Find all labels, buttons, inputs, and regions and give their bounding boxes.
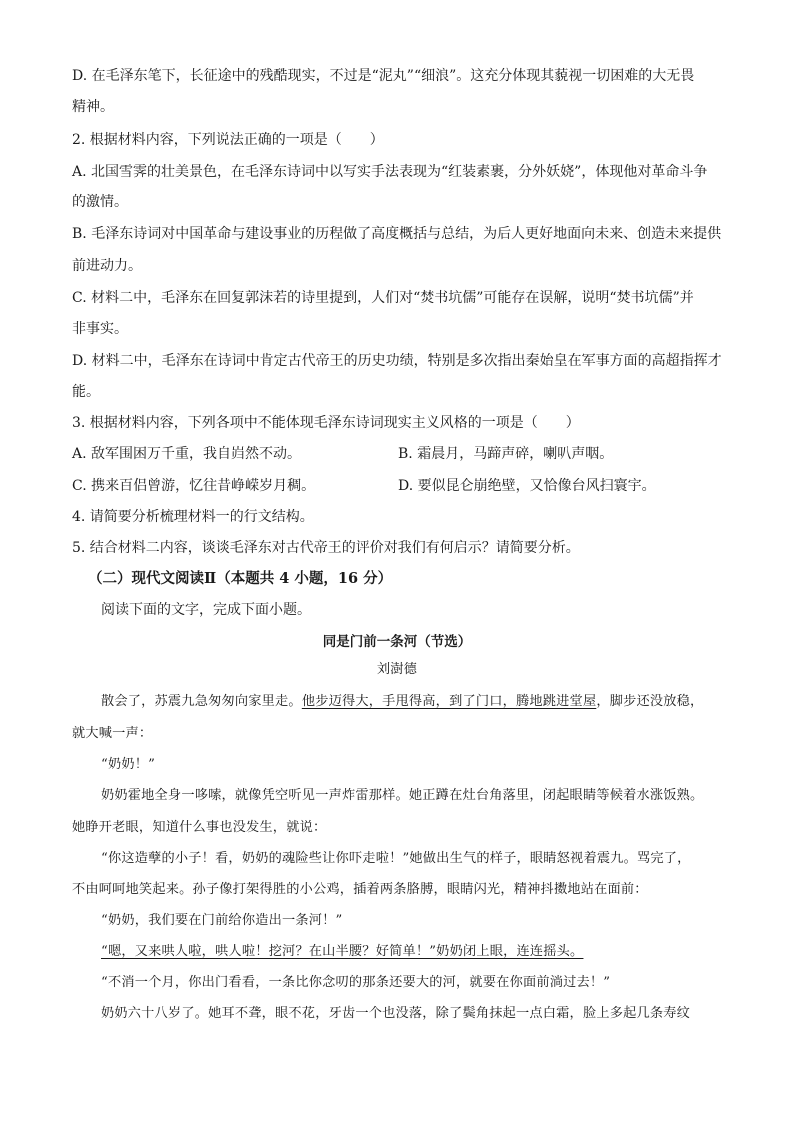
q2-option-d-cont: 能。	[72, 384, 100, 400]
reading-instruction: 阅读下面的文字，完成下面小题。	[101, 602, 311, 618]
question-5: 5. 结合材料二内容，谈谈毛泽东对古代帝王的评价对我们有何启示？请简要分析。	[72, 540, 580, 556]
story-line: 她睁开老眼，知道什么事也没发生，就说：	[72, 820, 327, 835]
q2-option-c: C. 材料二中，毛泽东在回复郭沫若的诗里提到，人们对“焚书坑儒”可能存在误解，说明“焚书坑儒”并	[72, 290, 694, 306]
underlined-dialogue: “嗯，又来哄人啦，哄人啦！挖河？在山半腰？好简单！”奶奶闭上眼，连连摇头。	[101, 944, 584, 959]
story-title: 同是门前一条河（节选）	[322, 634, 472, 650]
underlined-text: 他步迈得大，手甩得高，到了门口，腾地跳进堂屋	[301, 694, 597, 709]
story-author: 刘澍德	[376, 662, 418, 677]
q2-option-d: D. 材料二中，毛泽东在诗词中肯定古代帝王的历史功绩，特别是多次指出秦始皇在军事方面的高超指挥才	[72, 353, 722, 369]
story-paragraph	[101, 692, 703, 712]
q2-option-a: A. 北国雪霁的壮美景色，在毛泽东诗词中以写实手法表现为“红装素裹，分外妖娆”，体现他对革命斗争	[72, 164, 708, 180]
q3-option-c: C. 携来百侣曾游，忆往昔峥嵘岁月稠。	[72, 478, 316, 494]
story-paragraph: “你这造孽的小子！看，奶奶的魂险些让你吓走啦！”她做出生气的样子，眼睛怒视着震九。骂完了，	[101, 851, 691, 866]
story-dialogue: “不消一个月，你出门看看，一条比你念叨的那条还要大的河，就要在你面前淌过去！”	[101, 975, 611, 990]
story-dialogue: “奶奶！”	[101, 757, 156, 772]
question-4: 4. 请简要分析梳理材料一的行文结构。	[72, 509, 314, 525]
story-dialogue: “奶奶，我们要在门前给你造出一条河！”	[101, 913, 343, 928]
story-text: ，脚步还没放稳，	[596, 694, 704, 709]
section-heading: （二）现代文阅读Ⅱ（本题共 4 小题，16 分）	[88, 570, 393, 587]
question-3: 3. 根据材料内容，下列各项中不能体现毛泽东诗词现实主义风格的一项是（ ）	[72, 415, 580, 431]
option-line: 精神。	[72, 99, 114, 115]
story-paragraph: 奶奶霍地全身一哆嗦，就像凭空听见一声炸雷那样。她正蹲在灶台角落里，闭起眼睛等候着水涨饭熟。	[101, 788, 704, 803]
story-line: 就大喊一声：	[72, 726, 153, 741]
q3-option-d: D. 要似昆仑崩绝壁，又恰像台风扫寰宇。	[398, 478, 656, 494]
q3-option-b: B. 霜晨月，马蹄声碎，喇叭声咽。	[398, 446, 614, 462]
q3-option-a: A. 敌军围困万千重，我自岿然不动。	[72, 446, 302, 462]
q2-option-b: B. 毛泽东诗词对中国革命与建设事业的历程做了高度概括与总结，为后人更好地面向未来、创造未来提供	[72, 226, 722, 242]
story-line: 不由呵呵地笑起来。孙子像打架得胜的小公鸡，插着两条胳膊，眼睛闪光，精神抖擞地站在面前：	[72, 882, 648, 897]
story-paragraph: 奶奶六十八岁了。她耳不聋，眼不花，牙齿一个也没落，除了鬓角抹起一点白霜，脸上多起几条寿纹	[101, 1006, 691, 1021]
option-line: D. 在毛泽东笔下，长征途中的残酷现实，不过是“泥丸”“细浪”。这充分体现其藐视一切困难的大无畏	[72, 68, 695, 84]
question-2: 2. 根据材料内容，下列说法正确的一项是（ ）	[72, 132, 384, 148]
story-text: 散会了，苏震九急匆匆向家里走。	[101, 694, 302, 709]
q2-option-b-cont: 前进动力。	[72, 258, 142, 274]
q2-option-c-cont: 非事实。	[72, 321, 128, 337]
q2-option-a-cont: 的激情。	[72, 194, 128, 210]
